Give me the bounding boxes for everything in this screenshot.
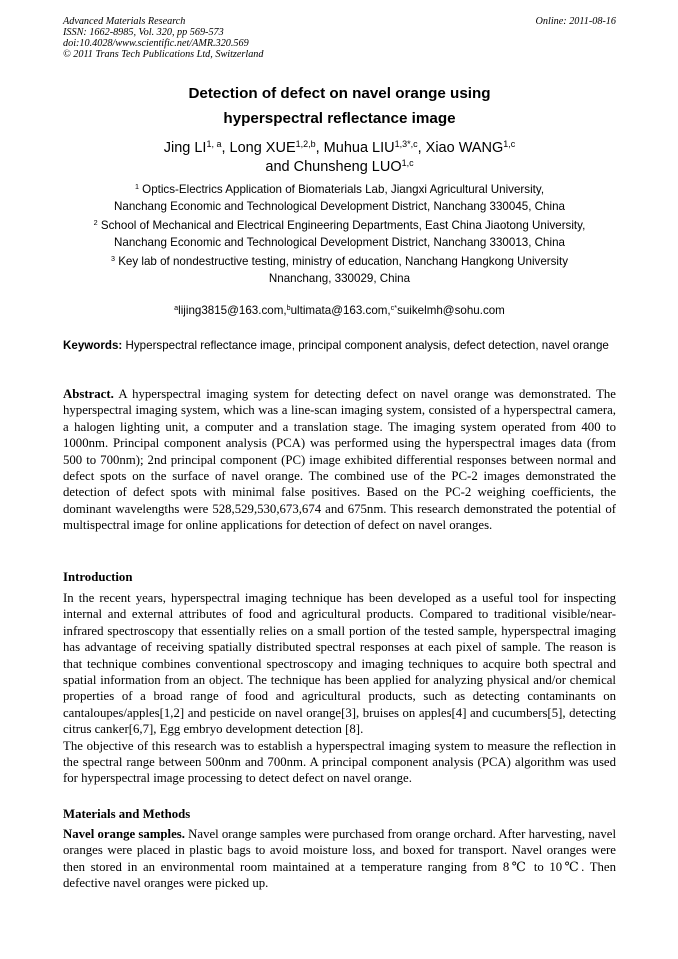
author-name: Xiao WANG: [425, 140, 504, 156]
journal-header: [63, 16, 616, 60]
affiliation-number: 3: [110, 254, 115, 264]
email-line: $^a$lijing3815@163.com,$^b$ultimata@163.com,$^{c*}$suikelmh@sohu.com: [174, 303, 505, 317]
author-name: and Chunsheng LUO: [265, 159, 402, 175]
affiliation-number: 1: [134, 182, 139, 192]
title-line-2: hyperspectral reflectance image: [223, 110, 456, 127]
introduction-paragraph: [63, 590, 616, 787]
email-b[interactable]: ultimata@163.com,: [290, 304, 391, 317]
journal-name: Advanced Materials Research: [63, 16, 186, 27]
abstract-paragraph: [63, 386, 616, 534]
keywords-text: Hyperspectral reflectance image, principal component analysis, defect detection, navel orange: [122, 339, 609, 352]
email-a[interactable]: lijing3815@163.com,: [178, 304, 287, 317]
samples-text: Navel orange samples were purchased from orange orchard. After harvesting, navel oranges were placed in plastic bags to avoid moisture loss, and boxed for transport. Navel oranges were then stored in an environmental room maintained at a temperature ranging from 8℃ to 10℃. Then defective navel oranges were picked up.: [63, 827, 616, 891]
methods-paragraph: [63, 826, 616, 892]
affiliation-2: $^2$ School of Mechanical and Electrical Engineering Departments, East China Jiaotong University, Nanchang Economic and Technological Development District, Nanchang 330013, China: [93, 218, 586, 249]
samples-label: Navel orange samples.: [63, 827, 185, 841]
introduction-p2: The objective of this research was to establish a hyperspectral imaging system to measure the reflection in the spectral range between 500nm and 700nm. A principal component analysis (PCA) algorithm was used for hyperspectral image processing to detect defect on navel orange.: [63, 738, 616, 786]
copyright-line: © 2011 Trans Tech Publications Ltd, Switzerland: [63, 49, 264, 60]
affiliation-1: $^1$ Optics-Electrics Application of Biomaterials Lab, Jiangxi Agricultural University, Nanchang Economic and Technological Development District, Nanchang 330045, China: [114, 182, 565, 213]
author-list: [63, 139, 616, 177]
email-c[interactable]: suikelmh@sohu.com: [397, 304, 505, 317]
introduction-p1: In the recent years, hyperspectral imaging technique has been developed as a useful tool for inspecting internal and external attributes of food and agricultural products. Compared to traditional visible/near-infrared spectroscopy that essentially relies on a small portion of the tested sample, hyperspectral imaging has advantage of receiving spatially distributed spectral responses at each pixel of sample. The reason is that technique combines conventional spectroscopy and imaging techniques to acquire both spectral and spatial information from an object. The technique has been applied for analyzing physical and/or chemical properties of a broad range of food and agricultural products, such as detecting contaminants on cantaloupes/apples[1,2] and pesticide on navel orange[3], bruises on apples[4] and cucumbers[5], detecting citrus canker[6,7], Egg embryo development detection [8].: [63, 591, 616, 737]
title-line-1: Detection of defect on navel orange using: [188, 85, 491, 102]
issn-line: ISSN: 1662-8985, Vol. 320, pp 569-573: [63, 27, 224, 38]
online-date: Online: 2011-08-16: [535, 16, 616, 27]
paper-title: [63, 81, 616, 131]
author-affiliation-mark: 1,c: [503, 139, 516, 150]
introduction-heading: Introduction: [63, 570, 133, 584]
keywords-label: Keywords:: [63, 339, 123, 352]
author-affiliation-mark: 1, a: [206, 139, 222, 150]
author-line-2: [63, 158, 616, 177]
methods-heading: Materials and Methods: [63, 807, 191, 821]
abstract-text: A hyperspectral imaging system for detecting defect on navel orange was demonstrated. The hyperspectral imaging system, which was a line-scan imaging system, consisted of a hyperspectral camera, a halogen lighting unit, a computer and a translation stage. The imaging system operated from 400 to 1000nm. Principal component analysis (PCA) was performed using the hyperspectral images data (from 500 to 700nm); 2nd principal component (PC) image exhibited differential responses between normal and defect spots on the surface of navel orange. The combined use of the PC-2 images demonstrated the detection of defect spots with minimal false positives. Based on the PC-2 weighing coefficients, the dominant wavelengths were 528,529,530,673,674 and 675nm. This research demonstrated the potential of multispectral image for online applications for detection of defect on navel oranges.: [63, 387, 616, 533]
affiliation-3: $^3$ Key lab of nondestructive testing, ministry of education, Nanchang Hangkong University Nnanchang, 330029, China: [110, 254, 569, 285]
author-affiliation-mark: 1,3*,c: [394, 139, 418, 150]
abstract-label: Abstract.: [63, 387, 114, 401]
affiliation-number: 2: [93, 218, 98, 228]
author-line-1: Jing LI$^{1, a}$, Long XUE$^{1,2,b}$, Muhua $LIU^{1,3*,c}$, Xiao WANG$^{1,c}$: [163, 139, 516, 156]
author-name: Jing LI: [163, 140, 207, 156]
author-name: Muhua LIU: [323, 140, 395, 156]
author-affiliation-mark: 1,2,b: [295, 139, 316, 150]
author-affiliation-mark: 1,c: [401, 158, 414, 169]
author-name: Long XUE: [229, 140, 296, 156]
keywords-block: [63, 338, 616, 354]
doi-line: doi:10.4028/www.scientific.net/AMR.320.569: [63, 38, 249, 49]
